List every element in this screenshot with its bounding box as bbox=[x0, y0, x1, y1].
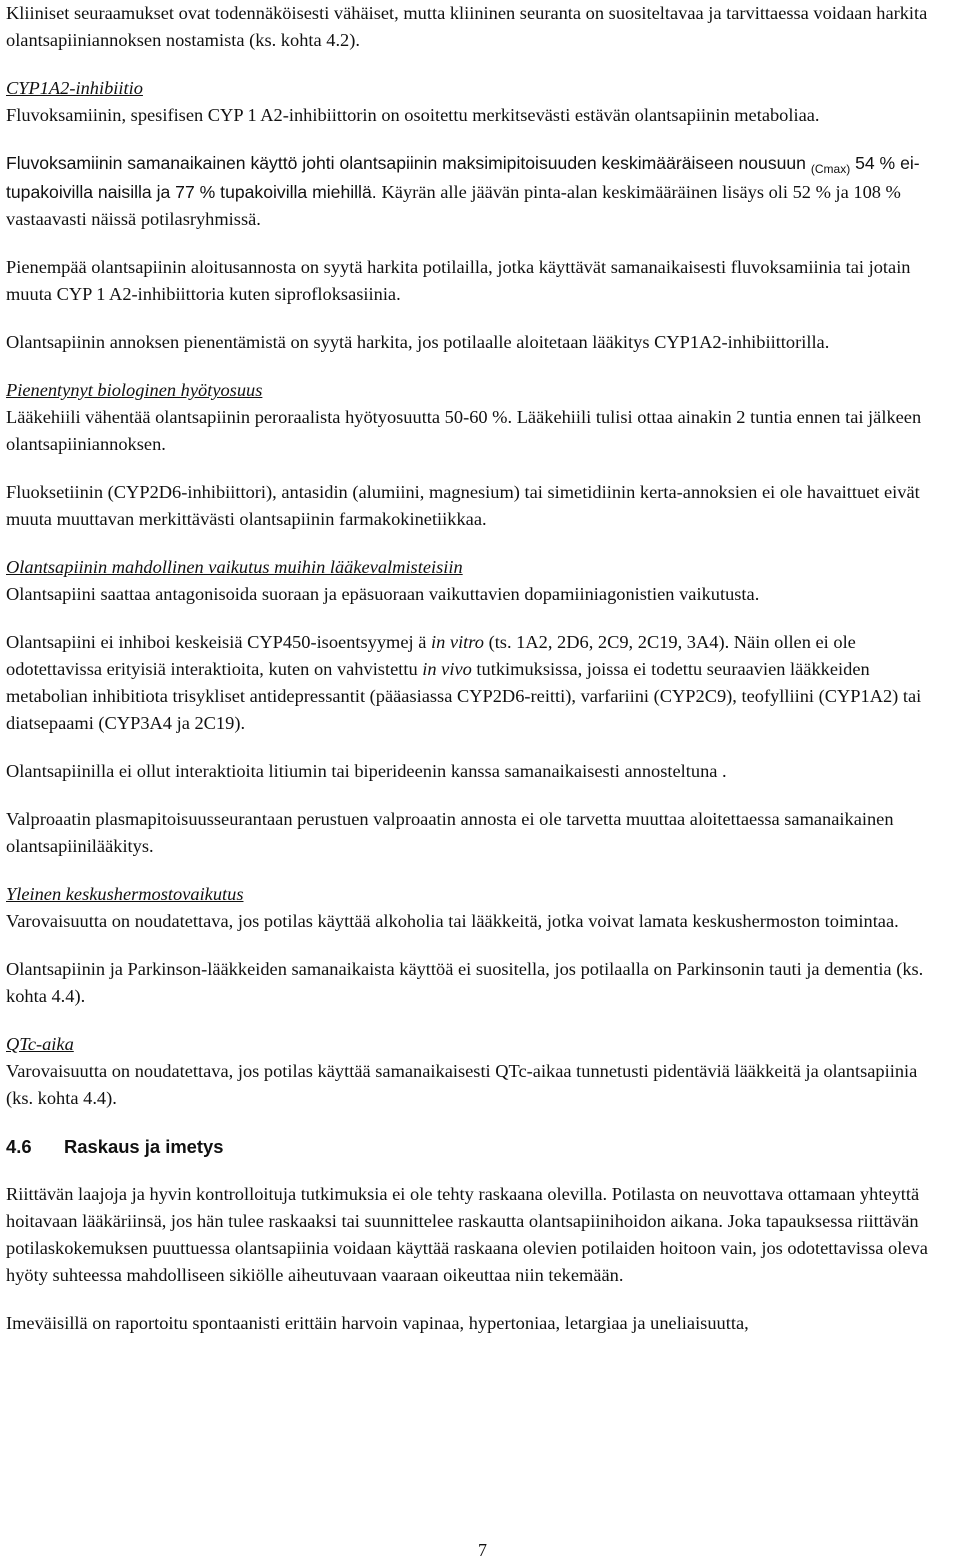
paragraph-lower-dose: Pienempää olantsapiinin aloitusannosta on syytä harkita potilailla, jotka käyttävät samanaikaisesti fluvoksamiinia tai jotain muuta CYP 1 A2-inhibiittoria kuten siprofloksasiinia. bbox=[6, 257, 911, 304]
paragraph-lithium: Olantsapiinilla ei ollut interaktioita litiumin tai biperideenin kanssa samanaikaisesti annosteltuna . bbox=[6, 761, 727, 781]
cyp450-text-c: tutkimuksissa, joissa ei todettu seuraavien lääkkeiden metabolian inhibitiota trisykliset antidepressantit (pääasiassa CYP2D6-reitti), varfariini (CYP2C9), teofylliini (CYP1A2) tai diatsepaami (CYP3A4 ja 2C19). bbox=[6, 659, 922, 733]
cyp1a2-block bbox=[6, 54, 946, 129]
cns-block bbox=[6, 860, 946, 935]
paragraph-parkinson: Olantsapiinin ja Parkinson-lääkkeiden samanaikaista käyttöä ei suositella, jos potilaalla on Parkinsonin tauti ja dementia (ks. kohta 4.4). bbox=[6, 959, 924, 1006]
in-vivo-italic: in vivo bbox=[422, 659, 472, 679]
cyp1a2-text: Fluvoksamiinin, spesifisen CYP 1 A2-inhibiittorin on osoitettu merkitsevästi estävän olantsapiinin metaboliaa. bbox=[6, 105, 820, 125]
in-vitro-italic: in vitro bbox=[431, 632, 484, 652]
paragraph-valproate: Valproaatin plasmapitoisuusseurantaan perustuen valproaatin annosta ei ole tarvetta muuttaa aloitettaessa samanaikainen olantsapiinilääkitys. bbox=[6, 809, 894, 856]
paragraph-fluoxetine: Fluoksetiinin (CYP2D6-inhibiittori), antasidin (alumiini, magnesium) tai simetidiinin kerta-annoksien ei ole havaittuet eivät muuta muuttavan merkittävästi olantsapiinin farmakokinetiikkaa. bbox=[6, 482, 920, 529]
heading-effect-other-drugs: Olantsapiinin mahdollinen vaikutus muihin lääkevalmisteisiin bbox=[6, 557, 463, 577]
qtc-text: Varovaisuutta on noudatettava, jos potilas käyttää samanaikaisesti QTc-aikaa tunnetusti pidentäviä lääkkeitä ja olantsapiinia (ks. kohta 4.4). bbox=[6, 1061, 918, 1108]
paragraph-reduce-dose: Olantsapiinin annoksen pienentämistä on syytä harkita, jos potilaalle aloitetaan lääkitys CYP1A2-inhibiittorilla. bbox=[6, 332, 830, 352]
page-number: 7 bbox=[478, 1540, 487, 1560]
cmax-subscript: (Cmax) bbox=[810, 162, 851, 176]
heading-cns-effect: Yleinen keskushermostovaikutus bbox=[6, 884, 244, 904]
fluvoxamine-text-a: Fluvoksamiinin samanaikainen käyttö johti olantsapiinin maksimipitoisuuden keskimääräiseen nousuun bbox=[6, 153, 806, 173]
heading-bioavailability: Pienentynyt biologinen hyötyosuus bbox=[6, 380, 263, 400]
bioavailability-text: Lääkehiili vähentää olantsapiinin peroraalista hyötyosuutta 50-60 %. Lääkehiili tulisi ottaa ainakin 2 tuntia ennen tai jälkeen olantsapiiniannoksen. bbox=[6, 407, 922, 454]
qtc-block bbox=[6, 1010, 946, 1112]
section-heading-4-6 bbox=[6, 1112, 946, 1160]
section-number: 4.6 bbox=[6, 1136, 32, 1157]
fluvoxamine-text-b: 54 % ei-tupakoivilla naisilla ja 77 % tupakoivilla miehillä. bbox=[6, 153, 920, 202]
bioavailability-block bbox=[6, 356, 946, 458]
cyp450-text-b: (ts. 1A2, 2D6, 2C9, 2C19, 3A4). Näin ollen ei ole odotettavissa erityisiä interaktioita, kuten on vahvistettu bbox=[6, 632, 856, 679]
heading-qtc: QTc-aika bbox=[6, 1034, 74, 1054]
effect-other-drugs-block bbox=[6, 533, 946, 608]
section-title: Raskaus ja imetys bbox=[64, 1136, 224, 1157]
paragraph-infants: Imeväisillä on raportoitu spontaanisti erittäin harvoin vapinaa, hypertoniaa, letargiaa ja uneliaisuutta, bbox=[6, 1313, 749, 1333]
heading-cyp1a2-inhibition: CYP1A2-inhibiitio bbox=[6, 78, 143, 98]
paragraph-clinical-consequences: Kliiniset seuraamukset ovat todennäköisesti vähäiset, mutta kliininen seuranta on suositeltavaa ja tarvittaessa voidaan harkita olantsapiiniannoksen nostamista (ks. kohta 4.2). bbox=[6, 3, 928, 50]
document-page bbox=[6, 0, 946, 1337]
paragraph-cyp450 bbox=[6, 608, 946, 737]
cns-text: Varovaisuutta on noudatettava, jos potilas käyttää alkoholia tai lääkkeitä, jotka voivat lamata keskushermoston toimintaa. bbox=[6, 911, 899, 931]
fluvoxamine-text-c: Käyrän alle jäävän pinta-alan keskimääräinen lisäys oli 52 % ja 108 % vastaavasti näissä potilasryhmissä. bbox=[6, 182, 901, 229]
paragraph-pregnancy: Riittävän laajoja ja hyvin kontrolloituja tutkimuksia ei ole tehty raskaana olevilla. Potilasta on neuvottava ottamaan yhteyttä hoitavaan lääkäriinsä, jos hän tulee raskaaksi tai suunnittelee raskautta olantsapiinihoidon aikana. Joka tapauksessa riittävän potilaskokemuksen puuttuessa olantsapiinia voidaan käyttää raskaana olevien potilaiden hoitoon vain, jos odotettavissa oleva hyöty suhteessa mahdolliseen sikiölle aiheutuvaan vaaraan oikeuttaa niin tekemään. bbox=[6, 1184, 928, 1285]
effect-other-drugs-text: Olantsapiini saattaa antagonisoida suoraan ja epäsuoraan vaikuttavien dopamiiniagonistien vaikutusta. bbox=[6, 584, 760, 604]
cyp450-text-a: Olantsapiini ei inhiboi keskeisiä CYP450-isoentsyymej ä bbox=[6, 632, 427, 652]
paragraph-fluvoxamine bbox=[6, 129, 946, 233]
